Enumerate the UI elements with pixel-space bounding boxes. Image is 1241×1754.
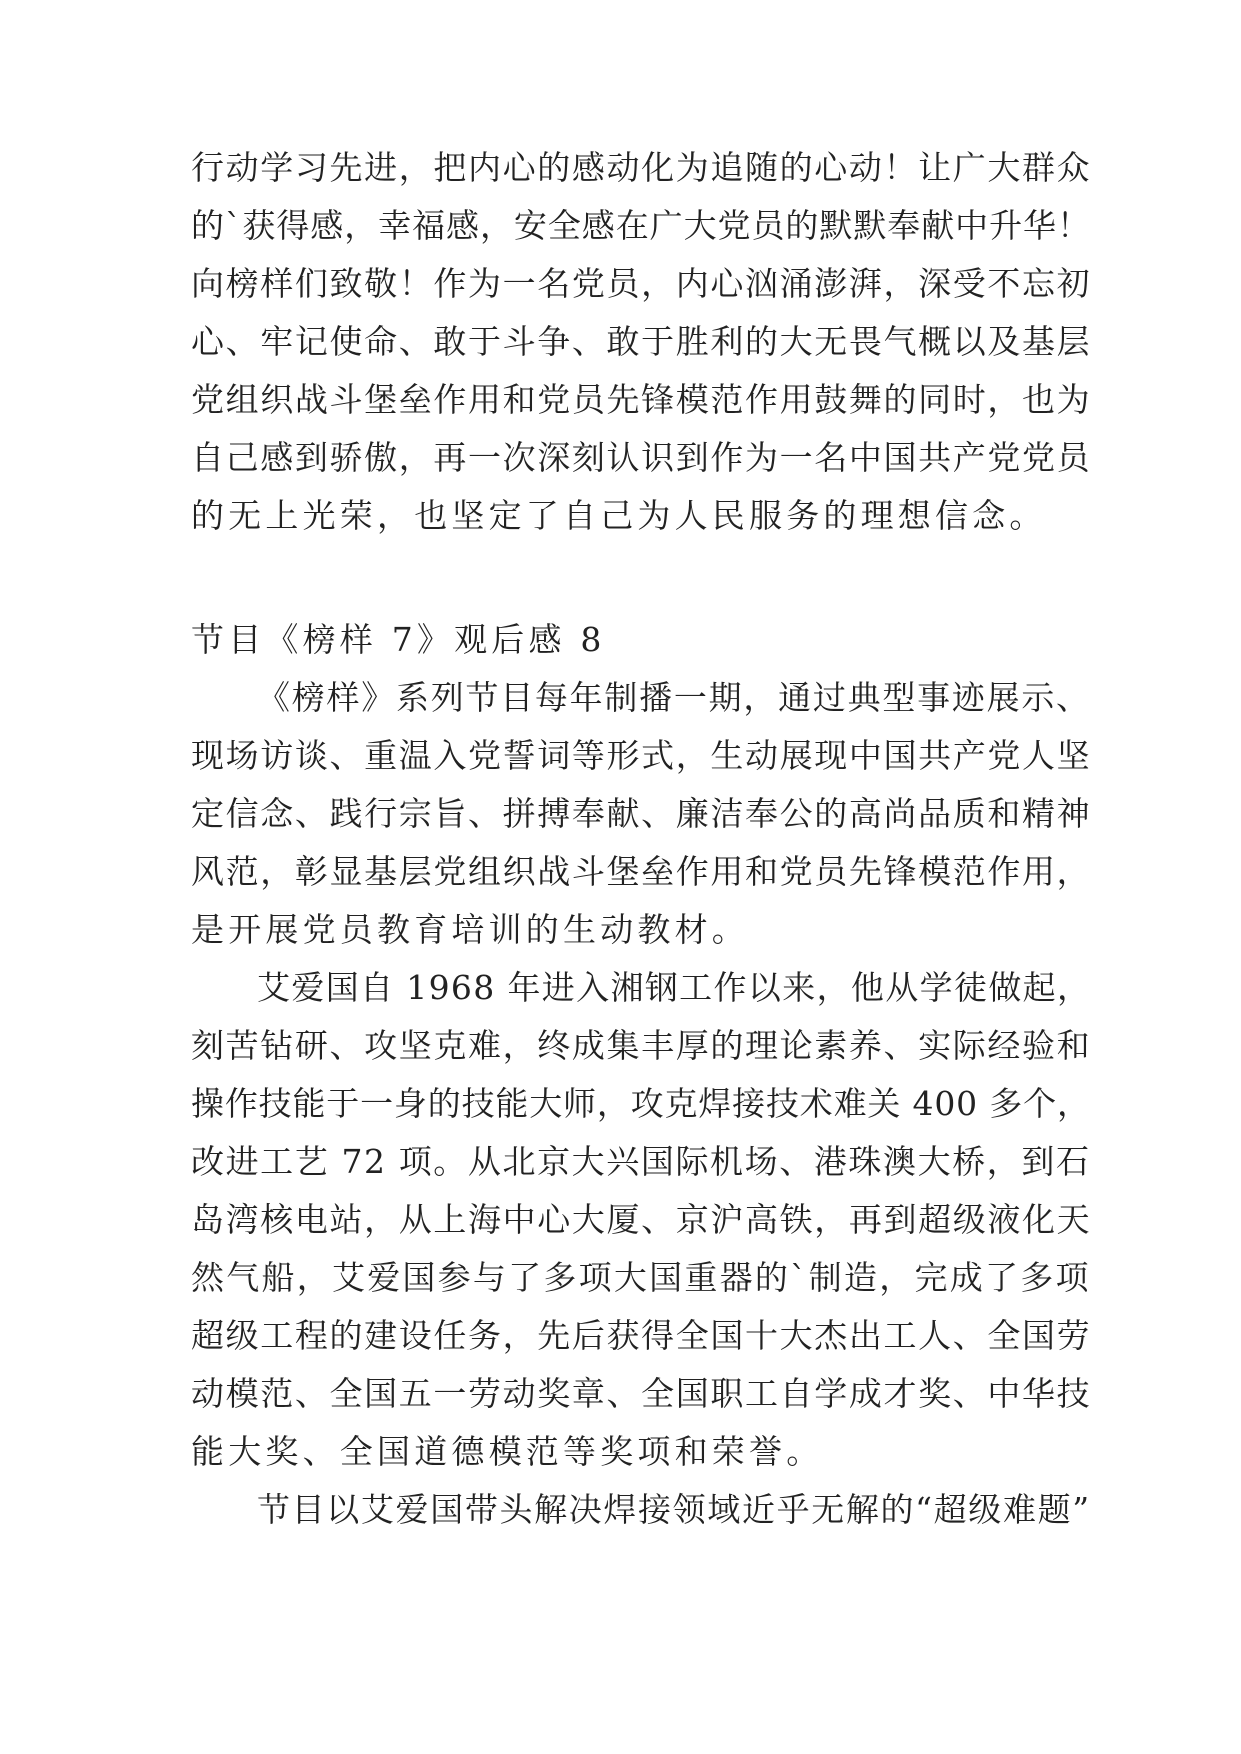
paragraph-line: 的`获得感，幸福感，安全感在广大党员的默默奉献中升华！ xyxy=(191,206,1091,245)
paragraph-line: 行动学习先进，把内心的感动化为追随的心动！让广大群众 xyxy=(191,148,1092,187)
paragraph-line: 党组织战斗堡垒作用和党员先锋模范作用鼓舞的同时，也为 xyxy=(191,380,1092,419)
paragraph-line: 岛湾核电站，从上海中心大厦、京沪高铁，再到超级液化天 xyxy=(191,1200,1092,1239)
paragraph-line: 超级工程的建设任务，先后获得全国十大杰出工人、全国劳 xyxy=(191,1316,1092,1355)
paragraph-line: 自己感到骄傲，再一次深刻认识到作为一名中国共产党党员 xyxy=(191,438,1092,477)
paragraph-line: 《榜样》系列节目每年制播一期，通过典型事迹展示、 xyxy=(257,678,1091,717)
paragraph-line: 定信念、践行宗旨、拼搏奉献、廉洁奉公的高尚品质和精神 xyxy=(191,794,1092,833)
paragraph-line: 风范，彰显基层党组织战斗堡垒作用和党员先锋模范作用， xyxy=(191,852,1092,891)
paragraph-line: 心、牢记使命、敢于斗争、敢于胜利的大无畏气概以及基层 xyxy=(191,322,1092,361)
paragraph-line: 是开展党员教育培训的生动教材。 xyxy=(191,910,749,949)
paragraph-line: 的无上光荣，也坚定了自己为人民服务的理想信念。 xyxy=(191,496,1047,535)
paragraph-line: 动模范、全国五一劳动奖章、全国职工自学成才奖、中华技 xyxy=(191,1374,1092,1413)
paragraph-line: 现场访谈、重温入党誓词等形式，生动展现中国共产党人坚 xyxy=(191,736,1092,775)
paragraph-line: 刻苦钻研、攻坚克难，终成集丰厚的理论素养、实际经验和 xyxy=(191,1026,1092,1065)
paragraph-line: 操作技能于一身的技能大师，攻克焊接技术难关 400 多个， xyxy=(191,1084,1091,1123)
paragraph-line: 然气船，艾爱国参与了多项大国重器的`制造，完成了多项 xyxy=(191,1258,1091,1297)
paragraph-line: 向榜样们致敬！作为一名党员，内心汹涌澎湃，深受不忘初 xyxy=(191,264,1092,303)
paragraph-line: 艾爱国自 1968 年进入湘钢工作以来，他从学徒做起， xyxy=(257,968,1092,1007)
paragraph-line: 能大奖、全国道德模范等奖项和荣誉。 xyxy=(191,1432,824,1471)
paragraph-line: 节目以艾爱国带头解决焊接领域近乎无解的“超级难题” xyxy=(257,1490,1091,1529)
paragraph-line: 改进工艺 72 项。从北京大兴国际机场、港珠澳大桥，到石 xyxy=(191,1142,1091,1181)
section-heading: 节目《榜样 7》观后感 8 xyxy=(191,620,606,659)
